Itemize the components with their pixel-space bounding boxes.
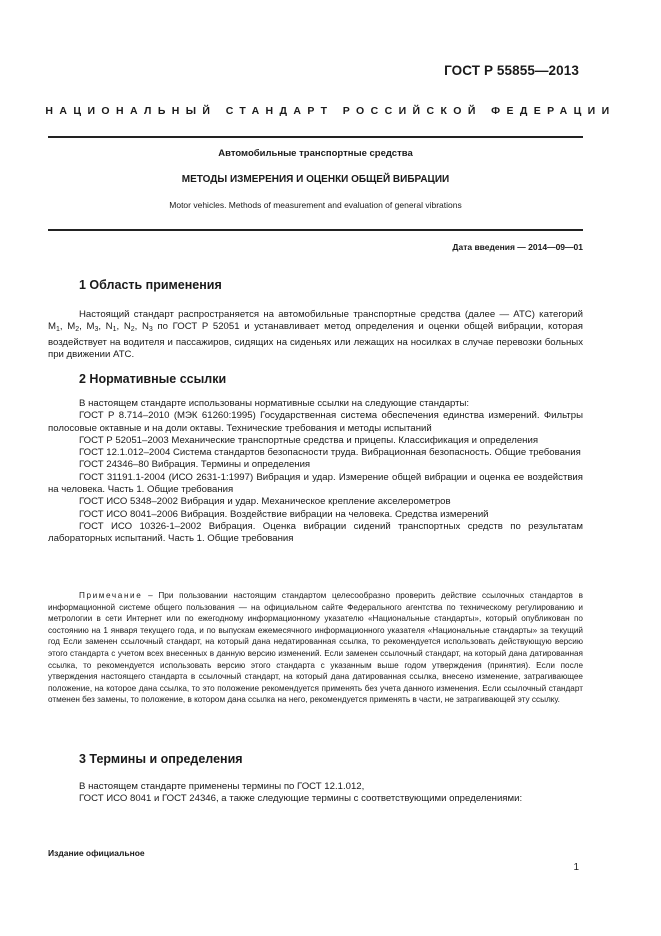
reference-item: ГОСТ ИСО 5348–2002 Вибрация и удар. Механическое крепление акселерометров [79,496,451,508]
section-2-heading: 2 Нормативные ссылки [79,372,227,386]
note-label: Примечание [79,591,143,600]
section-1-heading: 1 Область применения [79,278,222,292]
document-category: Автомобильные транспортные средства [218,148,413,159]
standard-number: ГОСТ Р 55855—2013 [444,63,579,78]
section-3-line-2: ГОСТ ИСО 8041 и ГОСТ 24346, а также следующие термины с соответствующими определениями: [79,793,523,805]
title-divider [48,229,583,231]
effective-date: Дата введения — 2014—09—01 [452,242,583,252]
reference-item: ГОСТ 31191.1-2004 (ИСО 2631-1:1997) Вибрация и удар. Измерение общей вибрации и оценка ее воздействия на человека. Часть 1. Общие требования [48,471,583,496]
references-block [48,398,583,546]
note-block [48,590,583,706]
english-title: Motor vehicles. Methods of measurement and evaluation of general vibrations [169,200,462,210]
section-1-paragraph: Настоящий стандарт распространяется на автомобильные транспортные средства (далее — АТС) категорий $M_1$, $M_2$, $M_3$, $N_1$, $N_2$, $N_3$ по ГОСТ Р 52051 и устанавливает метод определения и оценки общей вибрации, которая воздействует на водителя и пассажиров, сидящих на сиденьях или лежащих на носилках в случае перевозки больных при движении АТС. [48,309,583,360]
section-3-heading: 3 Термины и определения [79,752,243,766]
section-3-paragraph [48,781,583,806]
top-divider [48,136,583,138]
page-number: 1 [573,862,579,873]
section-3-line-1: В настоящем стандарте применены термины по ГОСТ 12.1.012, [79,781,365,792]
document-title: МЕТОДЫ ИЗМЕРЕНИЯ И ОЦЕНКИ ОБЩЕЙ ВИБРАЦИИ [181,174,450,185]
official-edition-label: Издание официальное [48,848,145,858]
reference-item: ГОСТ Р 52051–2003 Механические транспортные средства и прицепы. Классификация и определения [79,434,539,446]
national-standard-heading: НАЦИОНАЛЬНЫЙ СТАНДАРТ РОССИЙСКОЙ ФЕДЕРАЦИИ [45,105,616,117]
reference-item: ГОСТ ИСО 8041–2006 Вибрация. Воздействие вибрации на человека. Средства измерений [79,508,489,520]
reference-item: ГОСТ 12.1.012–2004 Система стандартов безопасности труда. Вибрационная безопасность. Общие требования [79,447,581,459]
reference-item: ГОСТ 24346–80 Вибрация. Термины и определения [79,459,311,471]
reference-item: ГОСТ ИСО 10326-1–2002 Вибрация. Оценка вибрации сидений транспортных средств по результатам лабораторных испытаний. Часть 1. Общие требования [48,520,583,545]
reference-item: ГОСТ Р 8.714–2010 (МЭК 61260:1995) Государственная система обеспечения единства измерений. Фильтры полосовые октавные и на доли октавы. Технические требования и методы испытаний [48,410,583,434]
references-intro: В настоящем стандарте использованы нормативные ссылки на следующие стандарты: [79,398,470,409]
note-text: – При пользовании настоящим стандартом целесообразно проверить действие ссылочных стандартов в информационной системе общего пользования — на официальном сайте Федерального агентства по техническому регулированию и метрологии в сети Интернет или по ежегодному информационному указателю «Национальные стандарты», который опубликован по состоянию на 1 января текущего года, и по выпускам ежемесячного информационного указателя «Национальные стандарты» за текущий год Если заменен ссылочный стандарт, на который дана недатированная ссылка, то рекомендуется использовать действующую версию этого стандарта с учетом всех внесенных в данную версию изменений. Если заменен ссылочный стандарт, на который дана датированная ссылка, то рекомендуется использовать версию этого стандарта с указанным выше годом утверждения (принятия). Если после утверждения настоящего стандарта в ссылочный стандарт, на который дана датированная ссылка, внесено изменение, затрагивающее положение, на которое дана ссылка, то это положение рекомендуется применять без учета данного изменения. Если ссылочный стандарт отменен без замены, то положение, в котором дана ссылка на него, рекомендуется применять в части, не затрагивающей эту ссылку. [48,591,583,705]
